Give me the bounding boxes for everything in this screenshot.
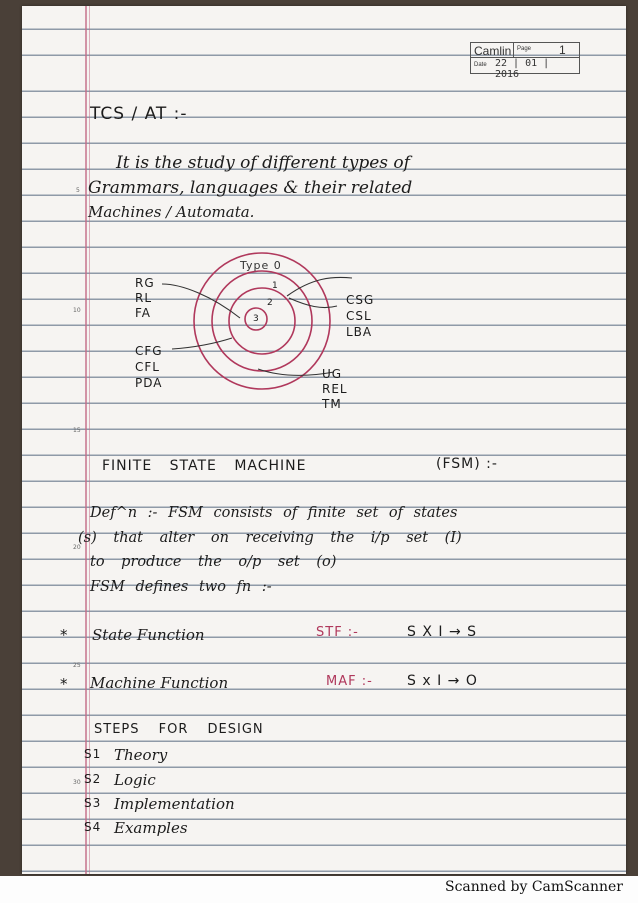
chomsky-hierarchy-diagram	[22, 6, 626, 874]
page-number: 1	[559, 43, 566, 57]
step-text: Logic	[114, 771, 156, 789]
ring-number: 1	[272, 281, 279, 291]
step-number: S3	[84, 796, 102, 810]
margin-number: 15	[73, 427, 81, 434]
margin-number: 25	[73, 662, 81, 669]
definition-line: to produce the o/p set (o)	[90, 554, 337, 570]
function-abbr: STF :-	[316, 625, 359, 640]
intro-line: Machines / Automata.	[88, 203, 255, 221]
definition-line: FSM defines two fn :-	[90, 579, 272, 595]
brand-logo: Camlin	[474, 44, 512, 58]
definition-line: Def^n :- FSM consists of finite set of states	[90, 505, 458, 521]
step-text: Examples	[114, 819, 188, 837]
diagram-right-label: CSG	[346, 293, 375, 307]
function-name: Machine Function	[90, 674, 229, 692]
diagram-left-label: FA	[135, 306, 152, 320]
diagram-left-label: CFL	[135, 360, 160, 374]
scanner-watermark: Scanned by CamScanner	[445, 879, 623, 895]
page-title: TCS / AT :-	[90, 104, 188, 124]
diagram-left-label: PDA	[135, 376, 163, 390]
ring-type-2	[229, 288, 295, 354]
section-heading: FINITE STATE MACHINE	[102, 458, 307, 474]
notebook-page	[22, 6, 626, 874]
margin-number: 10	[73, 307, 81, 314]
page-label: Page	[517, 46, 532, 52]
step-number: S4	[84, 820, 102, 834]
function-abbr: MAF :-	[326, 674, 373, 689]
diagram-right-label: REL	[322, 382, 348, 396]
diagram-right-label: CSL	[346, 309, 372, 323]
intro-line: It is the study of different types of	[116, 153, 410, 173]
ring-number: 2	[267, 298, 274, 308]
function-name: State Function	[92, 626, 205, 644]
diagram-right-label: LBA	[346, 325, 373, 339]
diagram-left-label: RG	[135, 276, 155, 290]
steps-heading: STEPS FOR DESIGN	[94, 722, 264, 737]
ring-type-0	[194, 253, 330, 389]
function-bullet: *	[60, 675, 69, 693]
definition-line: (s) that alter on receiving the i/p set (I)	[78, 530, 462, 546]
diagram-left-label: CFG	[135, 344, 163, 358]
step-number: S2	[84, 772, 102, 786]
function-formula: S X I → S	[407, 624, 478, 640]
function-formula: S x I → O	[407, 673, 478, 689]
step-number: S1	[84, 747, 102, 761]
step-text: Implementation	[114, 795, 235, 813]
diagram-right-label: TM	[322, 397, 342, 411]
arrow-type3-left	[162, 284, 240, 318]
arrow-type2-left	[172, 338, 232, 349]
outer-ring-label: Type 0	[240, 259, 282, 272]
diagram-right-label: UG	[322, 367, 343, 381]
section-abbreviation: (FSM) :-	[436, 456, 498, 472]
ring-number: 3	[253, 314, 260, 324]
arrow-type0-right	[287, 277, 352, 296]
diagram-left-label: RL	[135, 291, 153, 305]
margin-number: 20	[73, 544, 81, 551]
margin-number: 30	[73, 779, 81, 786]
margin-number: 5	[76, 187, 80, 194]
step-text: Theory	[114, 746, 168, 764]
date-value: 22 | 01 | 2016	[495, 58, 550, 80]
function-bullet: *	[60, 626, 69, 644]
arrow-type1-right	[289, 298, 337, 308]
date-label: Date	[474, 62, 487, 68]
ring-type-1	[212, 271, 312, 371]
intro-line: Grammars, languages & their related	[88, 178, 413, 198]
